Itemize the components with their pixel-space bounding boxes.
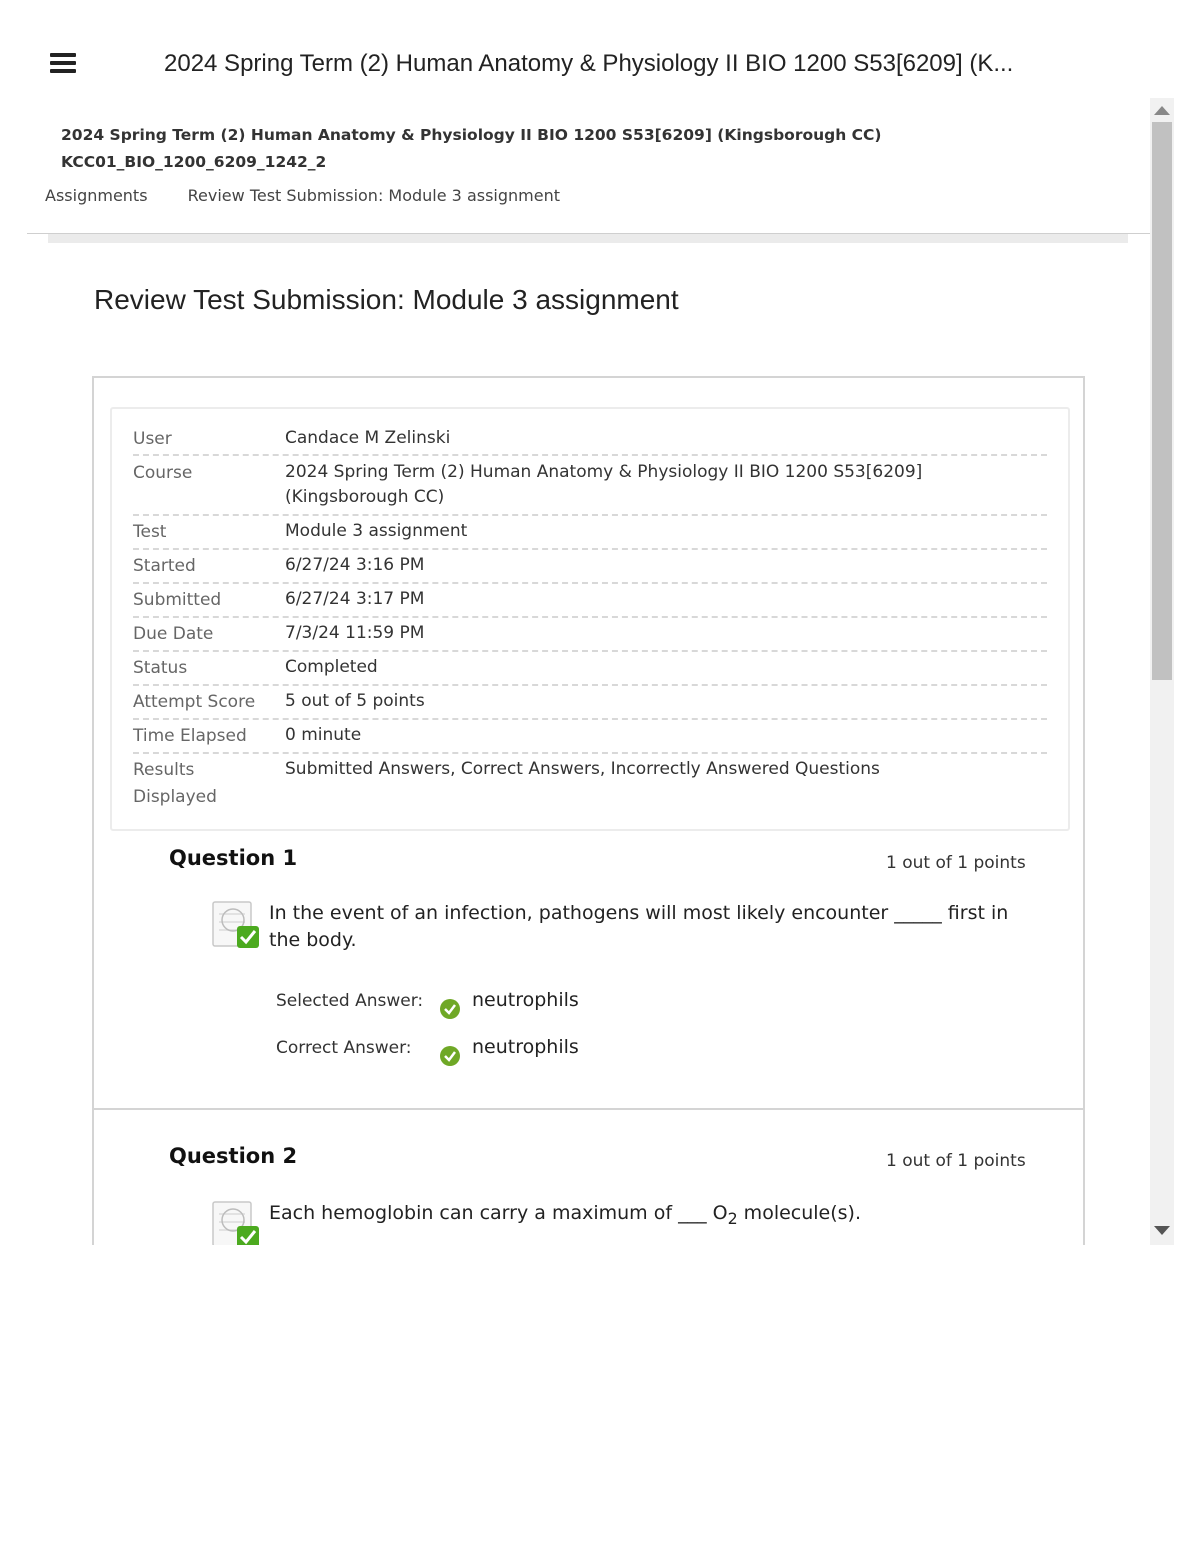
breadcrumb-current[interactable]: Review Test Submission: Module 3 assignment [187, 186, 561, 205]
content-top-band [48, 234, 1128, 243]
menu-icon[interactable] [50, 53, 76, 75]
breadcrumb [45, 186, 595, 205]
top-bar [0, 0, 1200, 98]
question-1-text: In the event of an infection, pathogens will most likely encounter _____ first in the body. [269, 902, 1009, 951]
correct-check-icon [439, 998, 461, 1020]
correct-check-icon [439, 1045, 461, 1067]
vertical-scrollbar[interactable] [1150, 98, 1174, 1245]
attempt-details: User Candace M Zelinski Course 2024 Spring Term (2) Human Anatomy & Physiology II BIO 1200 S53[6209] (Kingsborough CC) Test Module 3 assignment Started 6/27/24 3:16 PM Submitted 6/27/24 3:17 PM Due Date 7/3/24 11:59 PM Status Completed Attempt Score 5 out of 5 points Time Elapsed 0 minute Results Displayed Submitted Answers, Correct Answers, Incorrectly Answered Questions [110, 407, 1070, 831]
selected-answer-value: neutrophils [472, 989, 579, 1011]
submission-panel [92, 376, 1085, 1245]
page-title: Review Test Submission: Module 3 assignment [94, 284, 679, 315]
course-header [61, 122, 882, 176]
breadcrumb-assignments[interactable]: Assignments [45, 186, 148, 205]
course-code: KCC01_BIO_1200_6209_1242_2 [61, 153, 327, 171]
correct-question-icon [211, 900, 261, 950]
scroll-up-arrow-icon[interactable] [1154, 106, 1170, 115]
selected-answer-label: Selected Answer: [276, 991, 424, 1011]
correct-answer-value: neutrophils [472, 1036, 579, 1058]
top-bar-title: 2024 Spring Term (2) Human Anatomy & Physiology II BIO 1200 S53[6209] (K... [164, 50, 1014, 77]
question-2-text: Each hemoglobin can carry a maximum of ___ $O_2$ molecule(s). [269, 1202, 862, 1228]
question-1-title: Question 1 [169, 846, 298, 870]
course-name: 2024 Spring Term (2) Human Anatomy & Physiology II BIO 1200 S53[6209] (Kingsborough CC) [61, 126, 882, 144]
question-divider [94, 1108, 1083, 1110]
scrollbar-thumb[interactable] [1152, 122, 1172, 680]
question-2-points: 1 out of 1 points [886, 1151, 1026, 1171]
question-2-title: Question 2 [169, 1144, 298, 1168]
correct-answer-label: Correct Answer: [276, 1038, 412, 1058]
correct-question-icon [211, 1200, 261, 1245]
content-viewport [0, 98, 1150, 1245]
scroll-down-arrow-icon[interactable] [1154, 1226, 1170, 1235]
question-1-points: 1 out of 1 points [886, 853, 1026, 873]
